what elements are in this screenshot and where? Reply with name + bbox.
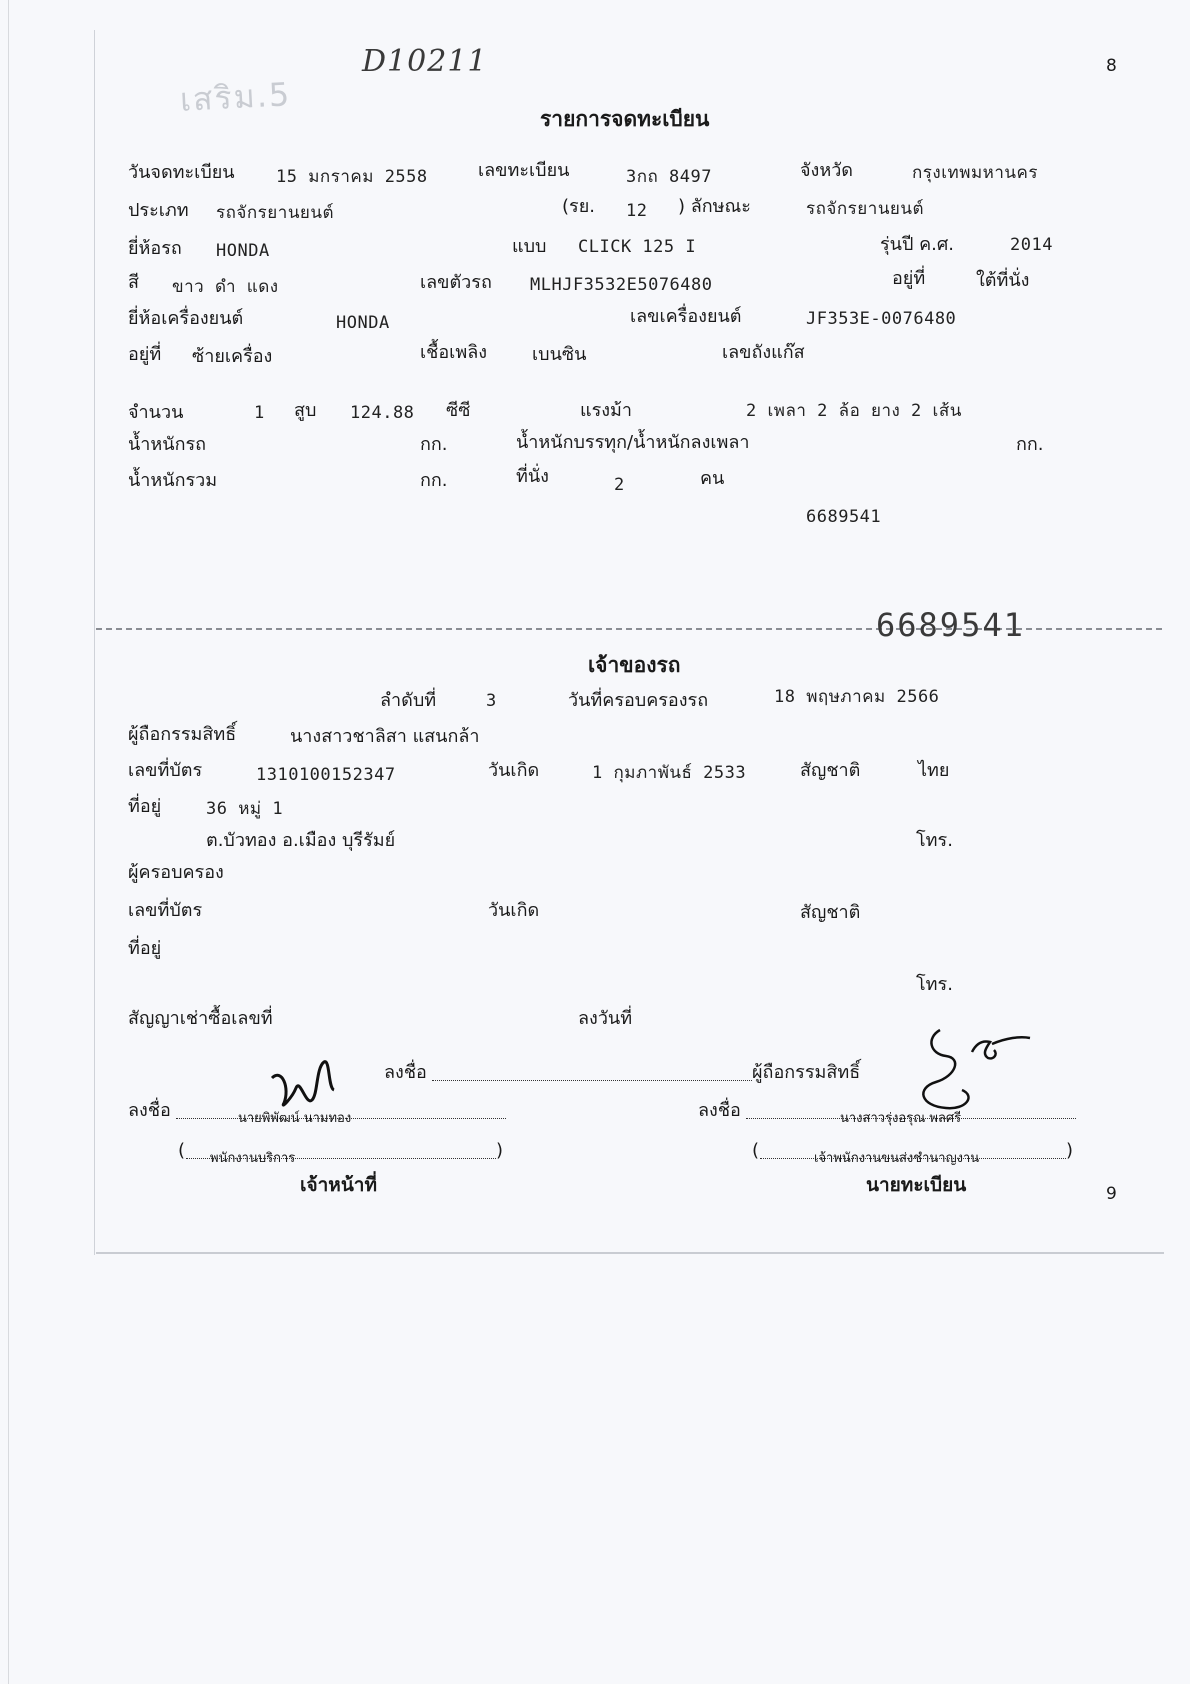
possessor-address-label: ที่อยู่ <box>128 938 162 959</box>
total-weight-unit: กก. <box>420 470 448 491</box>
province-value: กรุงเทพมหานคร <box>912 163 1039 183</box>
registrar-role: นายทะเบียน <box>866 1174 967 1196</box>
reg-date-value: 15 มกราคม 2558 <box>276 167 428 187</box>
frame-line <box>94 30 95 1255</box>
chassis-location-label: อยู่ที่ <box>892 268 926 289</box>
possessor-id-label: เลขที่บัตร <box>128 900 203 921</box>
dob-value: 1 กุมภาพันธ์ 2533 <box>592 763 747 783</box>
engine-location-label: อยู่ที่ <box>128 344 162 365</box>
section-title-registration: รายการจดทะเบียน <box>540 107 710 131</box>
chassis-value: MLHJF3532E5076480 <box>530 275 713 295</box>
holder-sign-line <box>432 1080 752 1081</box>
plate-value: 3กถ 8497 <box>626 167 712 187</box>
horsepower-label: แรงม้า <box>580 400 633 421</box>
engine-brand-label: ยี่ห้อเครื่องยนต์ <box>128 308 244 329</box>
fuel-label: เชื้อเพลิง <box>420 342 488 363</box>
brand-label: ยี่ห้อรถ <box>128 238 182 259</box>
load-weight-label: น้ำหนักบรรทุก/น้ำหนักลงเพลา <box>516 432 750 453</box>
nationality-value: ไทย <box>918 760 950 781</box>
year-value: 2014 <box>1010 235 1053 255</box>
holder-name: นางสาวชาลิสา แสนกล้า <box>290 726 480 747</box>
cylinder-unit: สูบ <box>294 400 317 421</box>
province-label: จังหวัด <box>800 160 853 181</box>
ry-value: 12 <box>626 201 648 221</box>
contract-label: สัญญาเช่าซื้อเลขที่ <box>128 1008 273 1029</box>
registrar-name: นางสาวรุ่งอรุณ พลศรี <box>840 1111 962 1126</box>
chassis-label: เลขตัวรถ <box>420 272 492 293</box>
faded-stamp: เสริม.5 <box>179 75 293 119</box>
registrar-paren-open: ( <box>752 1140 760 1161</box>
weight-unit: กก. <box>420 434 448 455</box>
officer-position: พนักงานบริการ <box>210 1151 296 1166</box>
possessor-dob-label: วันเกิด <box>488 900 540 921</box>
separator-serial: 6689541 <box>876 606 1025 644</box>
id-label: เลขที่บัตร <box>128 760 203 781</box>
ry-label: (รย. <box>562 196 595 217</box>
engine-no-value: JF353E-0076480 <box>806 309 957 329</box>
chassis-location-value: ใต้ที่นั่ง <box>976 270 1030 291</box>
page-number-top: 8 <box>1106 56 1117 76</box>
holder-label: ผู้ถือกรรมสิทธิ์ <box>128 724 237 745</box>
seats-unit: คน <box>700 468 725 489</box>
registrar-paren-close: ) <box>1066 1140 1074 1161</box>
engine-no-label: เลขเครื่องยนต์ <box>630 306 742 327</box>
holder-sign-label: ลงชื่อ <box>384 1062 427 1083</box>
year-label: รุ่นปี ค.ศ. <box>880 234 955 255</box>
seats-value: 2 <box>614 475 625 495</box>
possess-date-value: 18 พฤษภาคม 2566 <box>774 687 940 707</box>
officer-paren-open: ( <box>178 1140 186 1161</box>
dob-label: วันเกิด <box>488 760 540 781</box>
order-label: ลำดับที่ <box>380 690 437 711</box>
address-label: ที่อยู่ <box>128 796 162 817</box>
handwritten-code: D10211 <box>362 44 488 79</box>
officer-paren-close: ) <box>496 1140 504 1161</box>
address-line-2: ต.บัวทอง อ.เมือง บุรีรัมย์ <box>206 830 396 851</box>
engine-location-value: ซ้ายเครื่อง <box>192 346 273 367</box>
model-value: CLICK 125 I <box>578 237 697 257</box>
engine-brand-value: HONDA <box>336 313 390 333</box>
possessor-nationality-label: สัญชาติ <box>800 902 861 923</box>
fuel-value: เบนซิน <box>532 344 587 365</box>
section-title-owner: เจ้าของรถ <box>588 653 681 677</box>
count-label: จำนวน <box>128 402 184 423</box>
registrar-sign-label: ลงชื่อ <box>698 1100 741 1121</box>
registrar-position: เจ้าพนักงานขนส่งชำนาญงาน <box>814 1151 980 1166</box>
contract-date-label: ลงวันที่ <box>578 1008 633 1029</box>
weight-label: น้ำหนักรถ <box>128 434 207 455</box>
cc-unit: ซีซี <box>446 400 471 421</box>
reg-date-label: วันจดทะเบียน <box>128 162 235 183</box>
cylinders-value: 1 <box>254 403 265 423</box>
phone-label: โทร. <box>916 830 953 851</box>
seats-label: ที่นั่ง <box>516 466 549 487</box>
officer-sign-label: ลงชื่อ <box>128 1100 171 1121</box>
address-line-1: 36 หมู่ 1 <box>206 799 284 819</box>
frame-line <box>96 1252 1164 1254</box>
color-value: ขาว ดำ แดง <box>172 277 279 297</box>
total-weight-label: น้ำหนักรวม <box>128 470 218 491</box>
nationality-label: สัญชาติ <box>800 760 861 781</box>
load-weight-unit: กก. <box>1016 434 1044 455</box>
possess-date-label: วันที่ครอบครองรถ <box>568 690 709 711</box>
registration-serial: 6689541 <box>806 507 882 527</box>
cc-value: 124.88 <box>350 403 415 423</box>
order-value: 3 <box>486 691 497 711</box>
holder-sign-suffix: ผู้ถือกรรมสิทธิ์ <box>752 1062 861 1083</box>
type-value: รถจักรยานยนต์ <box>216 203 335 223</box>
page-number-bottom: 9 <box>1106 1184 1117 1204</box>
id-value: 1310100152347 <box>256 765 396 785</box>
type-label: ประเภท <box>128 200 189 221</box>
scan-edge <box>8 0 9 1684</box>
plate-label: เลขทะเบียน <box>478 160 570 181</box>
style-value: รถจักรยานยนต์ <box>806 199 925 219</box>
model-label: แบบ <box>512 236 547 257</box>
possessor-phone-label: โทร. <box>916 974 953 995</box>
officer-name: นายพิพัฒน์ นามทอง <box>238 1111 352 1126</box>
color-label: สี <box>128 272 139 293</box>
officer-role: เจ้าหน้าที่ <box>300 1174 378 1196</box>
style-label: ) ลักษณะ <box>678 196 751 217</box>
brand-value: HONDA <box>216 241 270 261</box>
axle-info: 2 เพลา 2 ล้อ ยาง 2 เส้น <box>746 401 962 421</box>
gas-tank-label: เลขถังแก๊ส <box>722 342 805 363</box>
possessor-label: ผู้ครอบครอง <box>128 862 224 883</box>
